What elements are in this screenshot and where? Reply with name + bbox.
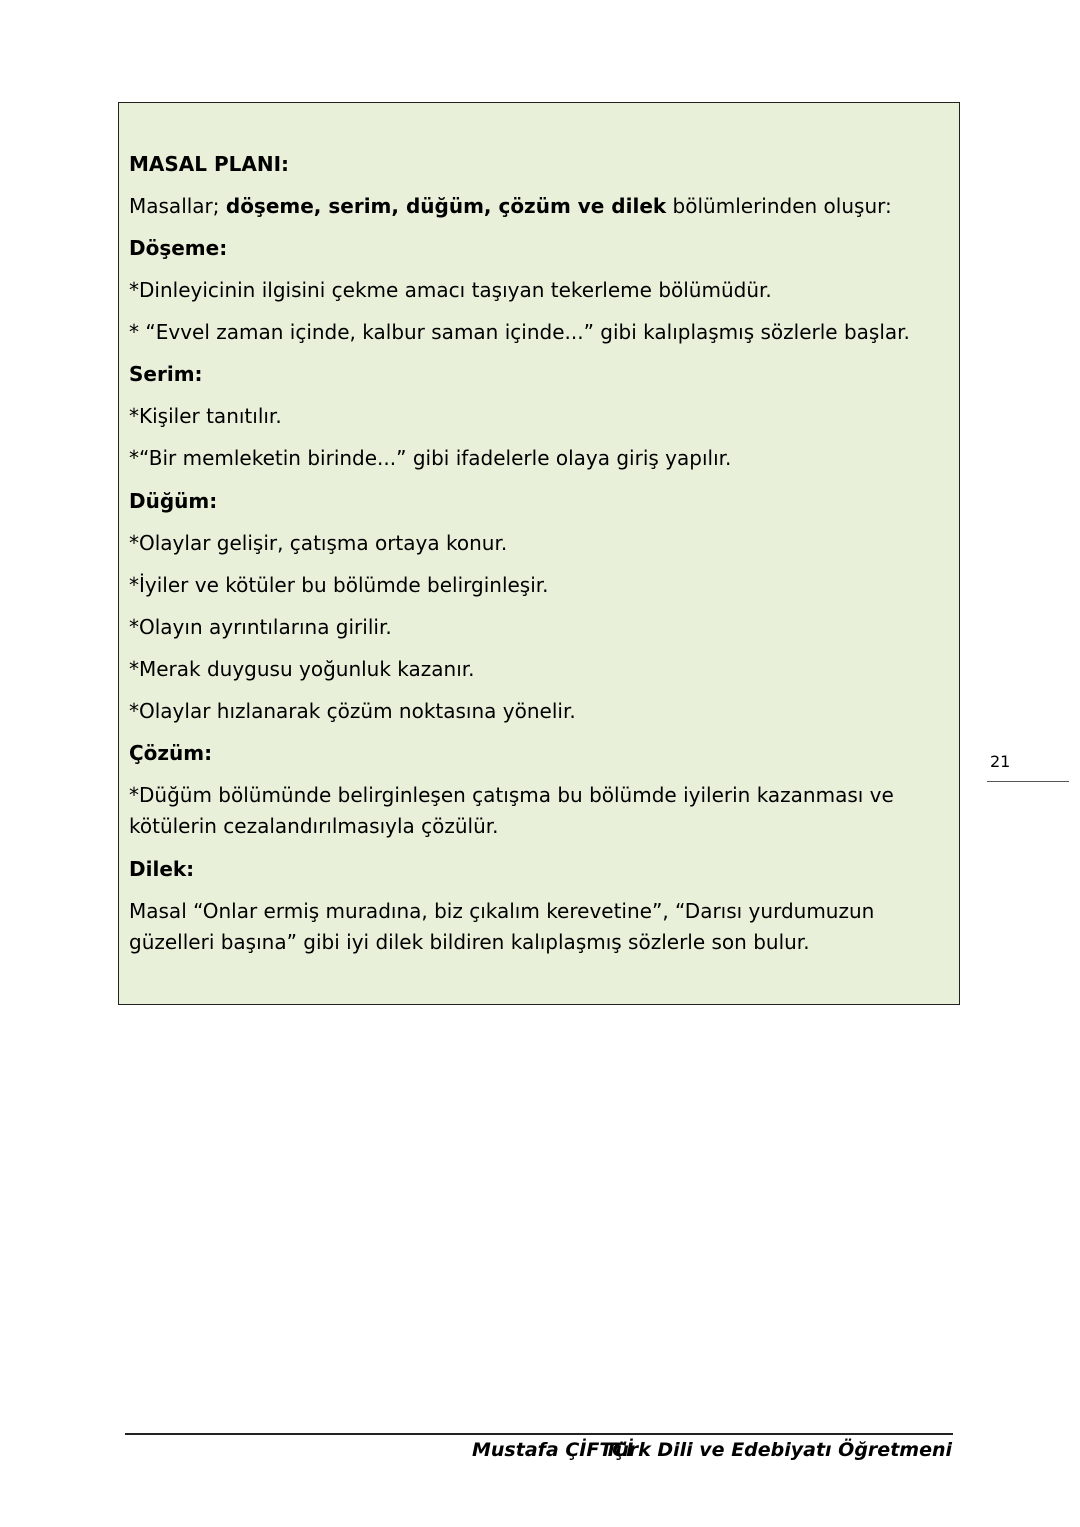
intro-after: bölümlerinden oluşur:	[666, 194, 892, 218]
section-heading-cozum: Çözüm:	[129, 741, 213, 765]
intro-before: Masallar;	[129, 194, 226, 218]
list-item: *“Bir memleketin birinde...” gibi ifadelerle olaya giriş yapılır.	[129, 446, 732, 470]
list-item: *Olaylar gelişir, çatışma ortaya konur.	[129, 531, 508, 555]
page-number-rule	[987, 781, 1069, 782]
section-heading-dilek: Dilek:	[129, 857, 195, 881]
section-heading-serim: Serim:	[129, 362, 203, 386]
list-item: *Kişiler tanıtılır.	[129, 404, 282, 428]
list-item: * “Evvel zaman içinde, kalbur saman içinde...” gibi kalıplaşmış sözlerle başlar.	[129, 320, 910, 344]
box-title: MASAL PLANI:	[129, 152, 290, 176]
footer-rule	[125, 1433, 953, 1435]
section-heading-doseme: Döşeme:	[129, 236, 228, 260]
intro-bold: döşeme, serim, düğüm, çözüm ve dilek	[225, 194, 667, 218]
masal-plani-box	[118, 102, 960, 1005]
list-item: *Olayın ayrıntılarına girilir.	[129, 615, 392, 639]
section-heading-dugum: Düğüm:	[129, 489, 218, 513]
intro-line	[129, 191, 949, 222]
page-number: 21	[990, 752, 1011, 771]
list-item: *Merak duygusu yoğunluk kazanır.	[129, 657, 475, 681]
footer-author: Mustafa ÇİFTÇİ	[472, 1439, 634, 1461]
footer-role: Türk Dili ve Edebiyatı Öğretmeni	[604, 1439, 952, 1461]
list-item: Masal “Onlar ermiş muradına, biz çıkalım kerevetine”, “Darısı yurdumuzun güzelleri başına” gibi iyi dilek bildiren kalıplaşmış sözlerle son bulur.	[129, 899, 875, 954]
list-item: *Dinleyicinin ilgisini çekme amacı taşıyan tekerleme bölümüdür.	[129, 278, 772, 302]
list-item: *Düğüm bölümünde belirginleşen çatışma bu bölümde iyilerin kazanması ve kötülerin cezalandırılmasıyla çözülür.	[129, 783, 894, 838]
list-item: *İyiler ve kötüler bu bölümde belirginleşir.	[129, 573, 549, 597]
list-item: *Olaylar hızlanarak çözüm noktasına yönelir.	[129, 699, 576, 723]
